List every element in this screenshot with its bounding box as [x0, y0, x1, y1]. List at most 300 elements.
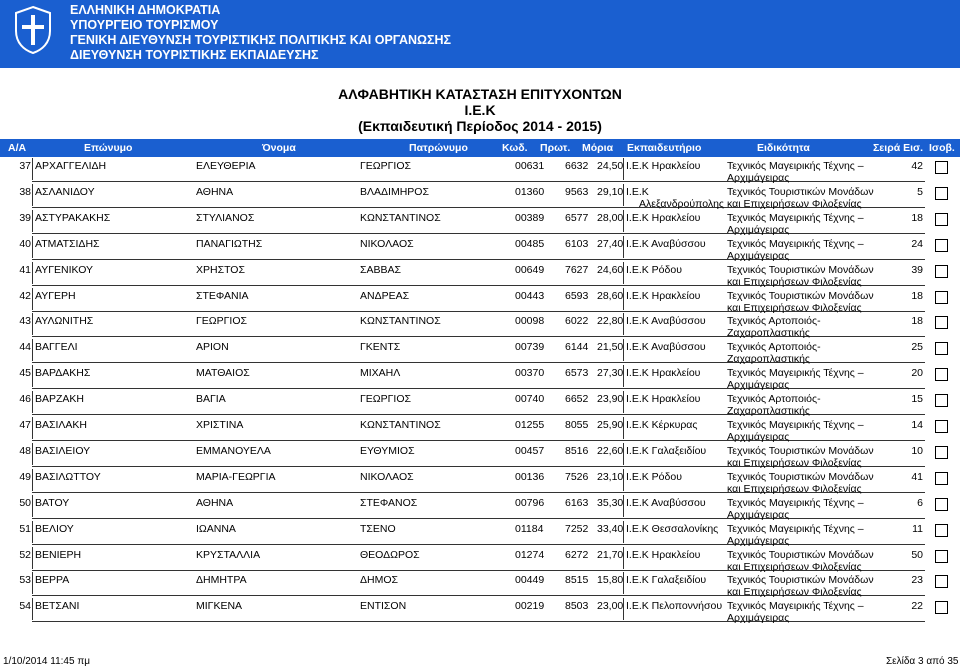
cell-points: 27,40: [597, 237, 624, 250]
cell-first: 8516: [565, 444, 589, 457]
cell-first: 8055: [565, 419, 589, 431]
cell-order: 10: [911, 444, 923, 457]
table-row: [0, 262, 960, 288]
specialty-line-1: Τεχνικός Αρτοποιός-: [727, 341, 821, 354]
cell-father: ΓΕΩΡΓΙΟΣ: [360, 160, 411, 172]
specialty-line-2: Αρχιμάγειρας: [727, 431, 790, 443]
school-line-1: Ι.Ε.Κ Θεσσαλονίκης: [626, 522, 719, 535]
specialty-line-2: και Επιχειρήσεων Φιλοξενίας: [727, 456, 862, 469]
cell-points: 23,90: [597, 393, 624, 406]
specialty-line-1: Τεχνικός Τουριστικών Μονάδων: [727, 444, 874, 457]
cell-first: 7252: [565, 522, 589, 535]
specialty-line-2: Αρχιμάγειρας: [727, 534, 790, 547]
specialty-line-1: Τεχνικός Μαγειρικής Τέχνης –: [727, 237, 864, 250]
cell-first: 6593: [565, 289, 589, 302]
equal-checkbox[interactable]: [935, 524, 948, 537]
cell-order: 50: [911, 548, 923, 561]
cell-points: 15,80: [597, 574, 624, 587]
equal-checkbox[interactable]: [935, 394, 948, 407]
cell-surname: ΑΥΓΕΡΗ: [35, 289, 76, 302]
specialty-line-2: και Επιχειρήσεων Φιλοξενίας: [727, 560, 862, 573]
column-header-code: Κωδ.: [502, 142, 528, 154]
specialty-line-2: και Επιχειρήσεων Φιλοξενίας: [727, 301, 862, 314]
cell-aa: 40: [19, 237, 31, 250]
cell-school: [626, 238, 724, 250]
equal-checkbox[interactable]: [935, 420, 948, 433]
cell-code: 00136: [515, 470, 545, 483]
equal-checkbox[interactable]: [935, 601, 948, 614]
cell-school: [626, 600, 724, 612]
specialty-line-2: Αρχιμάγειρας: [727, 223, 790, 236]
cell-name: ΑΘΗΝΑ: [196, 185, 234, 198]
cell-name: ΑΘΗΝΑ: [196, 496, 234, 509]
cell-surname: ΒΕΡΡΑ: [35, 574, 70, 587]
cell-father: ΒΛΑΔΙΜΗΡΟΣ: [360, 185, 429, 198]
cell-divider: [32, 417, 33, 439]
cell-code: 00370: [515, 367, 545, 380]
cell-school: [626, 523, 724, 535]
cell-specialty: [727, 497, 864, 521]
cell-aa: 46: [19, 393, 31, 406]
cell-first: 6632: [565, 160, 589, 172]
cell-divider: [32, 443, 33, 465]
cell-first: 6573: [565, 367, 589, 380]
equal-checkbox[interactable]: [935, 239, 948, 252]
cell-specialty: [727, 419, 864, 443]
equal-checkbox[interactable]: [935, 342, 948, 355]
cell-order: 20: [911, 367, 923, 380]
table-row: [0, 572, 960, 598]
cell-name: ΕΛΕΥΘΕΡΙΑ: [196, 160, 256, 172]
table-row: [0, 521, 960, 547]
cell-divider: [32, 210, 33, 232]
cell-first: 7526: [565, 470, 589, 483]
cell-school: [626, 574, 724, 586]
cell-school: [626, 160, 724, 172]
cell-specialty: [727, 341, 821, 365]
cell-points: 28,00: [597, 211, 624, 224]
specialty-line-1: Τεχνικός Μαγειρικής Τέχνης –: [727, 600, 864, 613]
cell-school: [626, 186, 724, 210]
cell-school: [626, 264, 724, 276]
specialty-line-1: Τεχνικός Αρτοποιός-: [727, 315, 821, 328]
organization-header: [0, 0, 960, 68]
org-line: ΥΠΟΥΡΓΕΙΟ ΤΟΥΡΙΣΜΟΥ: [70, 18, 219, 32]
table-row: [0, 210, 960, 236]
equal-checkbox[interactable]: [935, 265, 948, 278]
cell-points: 22,60: [597, 444, 624, 457]
specialty-line-2: Αρχιμάγειρας: [727, 172, 790, 184]
cell-name: ΚΡΥΣΤΑΛΛΙΑ: [196, 548, 261, 561]
cell-aa: 54: [19, 600, 31, 613]
cell-surname: ΑΣΤΥΡΑΚΑΚΗΣ: [35, 211, 111, 224]
cell-specialty: [727, 315, 821, 339]
cell-specialty: [727, 471, 874, 495]
cell-aa: 38: [19, 185, 31, 198]
cell-aa: 43: [19, 315, 31, 328]
cell-surname: ΒΑΡΔΑΚΗΣ: [35, 367, 91, 380]
cell-father: ΚΩΝΣΤΑΝΤΙΝΟΣ: [360, 315, 441, 328]
cell-code: 00796: [515, 496, 545, 509]
cell-code: 00649: [515, 263, 545, 276]
column-header-name: Όνομα: [262, 142, 296, 154]
specialty-line-2: και Επιχειρήσεων Φιλοξενίας: [727, 482, 862, 495]
column-header-surname: Επώνυμο: [84, 142, 133, 154]
cell-specialty: [727, 264, 874, 288]
cell-surname: ΒΕΛΙΟΥ: [35, 522, 74, 535]
cell-father: ΝΙΚΟΛΑΟΣ: [360, 237, 414, 250]
cell-order: 11: [912, 522, 923, 535]
cell-specialty: [727, 574, 874, 598]
cell-surname: ΒΑΣΙΛΩΤΤΟΥ: [35, 470, 101, 483]
school-line-1: Ι.Ε.Κ Ρόδου: [626, 263, 682, 276]
cell-specialty: [727, 212, 864, 236]
equal-checkbox[interactable]: [935, 316, 948, 329]
cell-points: 21,50: [597, 341, 624, 354]
table-row: [0, 495, 960, 521]
cell-aa: 41: [19, 263, 31, 276]
cell-father: ΑΝΔΡΕΑΣ: [360, 289, 410, 302]
print-timestamp: 1/10/2014 11:45 πμ: [3, 656, 90, 667]
cell-specialty: [727, 549, 874, 573]
table-row: [0, 339, 960, 365]
cell-code: 01360: [515, 185, 545, 198]
cell-school: [626, 419, 724, 431]
cell-order: 42: [911, 160, 923, 172]
equal-checkbox[interactable]: [935, 498, 948, 511]
cell-surname: ΒΕΝΙΕΡΗ: [35, 548, 82, 561]
cell-surname: ΒΑΣΙΛΑΚΗ: [35, 419, 88, 431]
organization-lines: [70, 3, 451, 63]
cell-order: 22: [911, 600, 923, 613]
cell-first: 6144: [565, 341, 589, 354]
report-subtitle: Ι.Ε.Κ: [464, 102, 496, 118]
school-line-1: Ι.Ε.Κ Ηρακλείου: [626, 548, 701, 561]
cell-surname: ΑΣΛΑΝΙΔΟΥ: [35, 185, 95, 198]
cell-name: ΑΡΙΟΝ: [196, 341, 229, 354]
specialty-line-2: Αρχιμάγειρας: [727, 508, 790, 521]
cell-points: 23,10: [597, 470, 624, 483]
specialty-line-2: και Επιχειρήσεων Φιλοξενίας: [727, 197, 862, 210]
specialty-line-1: Τεχνικός Τουριστικών Μονάδων: [727, 574, 874, 587]
cell-order: 24: [911, 237, 923, 250]
cell-name: ΣΤΥΛΙΑΝΟΣ: [196, 211, 255, 224]
cell-school: [626, 367, 724, 379]
specialty-line-2: Ζαχαροπλαστικής: [727, 327, 810, 340]
cell-divider: [32, 572, 33, 594]
cell-father: ΕΝΤΙΣΟΝ: [360, 600, 407, 613]
cell-name: ΔΗΜΗΤΡΑ: [196, 574, 247, 587]
cell-aa: 45: [19, 367, 31, 380]
cell-father: ΚΩΝΣΤΑΝΤΙΝΟΣ: [360, 211, 441, 224]
equal-checkbox[interactable]: [935, 161, 948, 174]
cell-order: 14: [911, 419, 923, 431]
cell-divider: [32, 391, 33, 413]
school-line-1: Ι.Ε.Κ Ηρακλείου: [626, 393, 701, 406]
school-line-1: Ι.Ε.Κ Ηρακλείου: [626, 211, 701, 224]
cell-first: 6163: [565, 496, 589, 509]
cell-first: 9563: [565, 185, 589, 198]
column-header-father: Πατρώνυμο: [409, 142, 468, 154]
cell-surname: ΒΑΓΓΕΛΙ: [35, 341, 78, 354]
cell-first: 7627: [565, 263, 589, 276]
column-header-points: Μόρια: [582, 142, 614, 154]
equal-checkbox[interactable]: [935, 446, 948, 459]
cell-first: 6652: [565, 393, 589, 406]
cell-aa: 50: [19, 496, 31, 509]
table-row: [0, 236, 960, 262]
cell-father: ΤΣΕΝΟ: [360, 522, 396, 535]
cell-points: 35,30: [597, 496, 624, 509]
specialty-line-1: Τεχνικός Τουριστικών Μονάδων: [727, 289, 874, 302]
column-header-specialty: Ειδικότητα: [757, 142, 810, 154]
school-line-1: Ι.Ε.Κ Αναβύσσου: [626, 496, 706, 509]
column-header-equal: Ισοβ.: [929, 142, 955, 154]
cell-aa: 47: [19, 419, 31, 431]
cell-specialty: [727, 160, 864, 184]
cell-surname: ΑΡΧΑΓΓΕΛΙΔΗ: [35, 160, 107, 172]
specialty-line-2: Αρχιμάγειρας: [727, 379, 790, 392]
specialty-line-1: Τεχνικός Τουριστικών Μονάδων: [727, 185, 874, 198]
cell-divider: [32, 236, 33, 258]
cell-divider: [32, 288, 33, 310]
school-line-1: Ι.Ε.Κ Γαλαξειδίου: [626, 574, 707, 587]
cell-order: 41: [911, 470, 923, 483]
cell-surname: ΑΥΓΕΝΙΚΟΥ: [35, 263, 94, 276]
column-header-aa: Α/Α: [8, 142, 27, 154]
equal-checkbox[interactable]: [935, 291, 948, 304]
table-row: [0, 469, 960, 495]
cell-code: 00219: [515, 600, 545, 613]
cell-school: [626, 341, 724, 353]
school-line-1: Ι.Ε.Κ Κέρκυρας: [626, 419, 698, 431]
column-header-first: Πρωτ.: [540, 142, 571, 154]
cell-aa: 44: [19, 341, 31, 354]
cell-name: ΜΑΡΙΑ-ΓΕΩΡΓΙΑ: [196, 470, 276, 483]
cell-name: ΠΑΝΑΓΙΩΤΗΣ: [196, 237, 263, 250]
table-row: [0, 365, 960, 391]
cell-code: 00631: [515, 160, 545, 172]
cell-surname: ΒΑΡΖΑΚΗ: [35, 393, 85, 406]
specialty-line-1: Τεχνικός Αρτοποιός-: [727, 393, 821, 406]
cell-specialty: [727, 238, 864, 262]
cell-divider: [32, 547, 33, 569]
cell-code: 00485: [515, 237, 545, 250]
cell-points: 24,60: [597, 263, 624, 276]
cell-name: ΣΤΕΦΑΝΙΑ: [196, 289, 249, 302]
cell-divider: [32, 365, 33, 387]
table-row: [0, 184, 960, 210]
cell-code: 01184: [515, 522, 544, 535]
cell-aa: 53: [19, 574, 31, 587]
cell-points: 29,10: [597, 185, 624, 198]
equal-checkbox[interactable]: [935, 575, 948, 588]
cell-specialty: [727, 600, 864, 624]
cell-order: 18: [911, 289, 923, 302]
specialty-line-1: Τεχνικός Μαγειρικής Τέχνης –: [727, 419, 864, 431]
cell-school: [626, 290, 724, 302]
cell-divider: [32, 521, 33, 543]
cell-aa: 49: [19, 470, 31, 483]
cell-specialty: [727, 393, 821, 417]
cell-specialty: [727, 367, 864, 391]
specialty-line-2: και Επιχειρήσεων Φιλοξενίας: [727, 586, 862, 599]
report-title: ΑΛΦΑΒΗΤΙΚΗ ΚΑΤΑΣΤΑΣΗ ΕΠΙΤΥΧΟΝΤΩΝ: [338, 86, 622, 102]
cell-code: 00457: [515, 444, 545, 457]
cell-points: 24,50: [597, 160, 624, 172]
cell-aa: 51: [19, 522, 31, 535]
cell-name: ΓΕΩΡΓΙΟΣ: [196, 315, 247, 328]
cell-father: ΘΕΟΔΩΡΟΣ: [360, 548, 420, 561]
cell-order: 23: [911, 574, 923, 587]
table-row: [0, 158, 960, 184]
cell-name: ΕΜΜΑΝΟΥΕΛΑ: [196, 444, 271, 457]
cell-first: 8503: [565, 600, 589, 613]
school-line-1: Ι.Ε.Κ Ηρακλείου: [626, 367, 701, 380]
cell-specialty: [727, 445, 874, 469]
school-line-1: Ι.Ε.Κ Ρόδου: [626, 470, 682, 483]
cell-divider: [32, 262, 33, 284]
cell-points: 21,70: [597, 548, 624, 561]
specialty-line-1: Τεχνικός Τουριστικών Μονάδων: [727, 548, 874, 561]
school-line-1: Ι.Ε.Κ: [626, 185, 649, 198]
cell-school: [626, 315, 724, 327]
report-period: (Εκπαιδευτική Περίοδος 2014 - 2015): [358, 118, 602, 134]
table-row: [0, 417, 960, 443]
cell-aa: 39: [19, 211, 31, 224]
cell-father: ΝΙΚΟΛΑΟΣ: [360, 470, 414, 483]
page-number: Σελίδα 3 από 35: [886, 656, 959, 667]
cell-school: [626, 549, 724, 561]
equal-checkbox[interactable]: [935, 368, 948, 381]
cell-order: 6: [917, 496, 923, 509]
cell-order: 18: [911, 315, 923, 328]
cell-divider: [32, 158, 33, 180]
school-line-1: Ι.Ε.Κ Ηρακλείου: [626, 289, 701, 302]
cell-order: 15: [911, 393, 923, 406]
cell-divider: [32, 598, 33, 620]
column-header-order: Σειρά Εισ.: [873, 142, 924, 154]
cell-code: 00739: [515, 341, 545, 354]
table-row: [0, 547, 960, 573]
table-row: [0, 288, 960, 314]
equal-checkbox[interactable]: [935, 550, 948, 563]
cell-code: 00740: [515, 393, 545, 406]
cell-code: 00389: [515, 211, 545, 224]
cell-first: 6103: [565, 237, 589, 250]
cell-surname: ΒΕΤΣΑΝΙ: [35, 600, 80, 613]
cell-school: [626, 497, 724, 509]
cell-school: [626, 471, 724, 483]
cell-order: 18: [911, 211, 923, 224]
table-row: [0, 443, 960, 469]
cell-father: ΓΕΩΡΓΙΟΣ: [360, 393, 411, 406]
school-line-2: Αλεξανδρούπολης: [639, 197, 724, 210]
school-line-1: Ι.Ε.Κ Ηρακλείου: [626, 160, 701, 172]
specialty-line-1: Τεχνικός Μαγειρικής Τέχνης –: [727, 211, 864, 224]
cell-surname: ΒΑΣΙΛΕΙΟΥ: [35, 444, 91, 457]
cell-aa: 52: [19, 548, 31, 561]
cell-first: 6577: [565, 211, 589, 224]
cell-surname: ΒΑΤΟΥ: [35, 496, 70, 509]
cell-first: 8515: [565, 574, 589, 587]
cell-school: [626, 393, 724, 405]
specialty-line-1: Τεχνικός Μαγειρικής Τέχνης –: [727, 367, 864, 380]
table-row: [0, 598, 960, 624]
cell-father: ΓΚΕΝΤΣ: [360, 341, 401, 354]
cell-name: ΙΩΑΝΝΑ: [196, 522, 236, 535]
equal-checkbox[interactable]: [935, 472, 948, 485]
cell-order: 25: [911, 341, 923, 354]
school-line-1: Ι.Ε.Κ Γαλαξειδίου: [626, 444, 707, 457]
org-line: ΕΛΛΗΝΙΚΗ ΔΗΜΟΚΡΑΤΙΑ: [70, 3, 221, 17]
state-emblem-icon: [13, 5, 53, 55]
cell-aa: 48: [19, 444, 31, 457]
cell-code: 01274: [515, 548, 545, 561]
cell-order: 5: [917, 185, 923, 198]
cell-first: 6272: [565, 548, 589, 561]
cell-divider: [32, 469, 33, 491]
cell-name: ΧΡΙΣΤΙΝΑ: [196, 419, 244, 431]
cell-specialty: [727, 290, 874, 314]
cell-points: 22,80: [597, 315, 624, 328]
cell-specialty: [727, 523, 864, 547]
cell-code: 00443: [515, 289, 545, 302]
equal-checkbox[interactable]: [935, 187, 948, 200]
table-header: [0, 139, 960, 157]
specialty-line-1: Τεχνικός Τουριστικών Μονάδων: [727, 470, 874, 483]
column-header-school: Εκπαιδευτήριο: [627, 142, 702, 154]
cell-school: [626, 445, 724, 457]
cell-father: ΜΙΧΑΗΛ: [360, 367, 401, 380]
cell-divider: [32, 313, 33, 335]
cell-father: ΣΤΕΦΑΝΟΣ: [360, 496, 418, 509]
cell-code: 00449: [515, 574, 545, 587]
cell-divider: [32, 184, 33, 206]
school-line-1: Ι.Ε.Κ Αναβύσσου: [626, 315, 706, 328]
cell-specialty: [727, 186, 874, 210]
cell-father: ΚΩΝΣΤΑΝΤΙΝΟΣ: [360, 419, 441, 431]
cell-aa: 37: [19, 160, 31, 172]
cell-surname: ΑΤΜΑΤΣΙΔΗΣ: [35, 237, 100, 250]
cell-name: ΧΡΗΣΤΟΣ: [196, 263, 245, 276]
cell-school: [626, 212, 724, 224]
cell-aa: 42: [19, 289, 31, 302]
cell-name: ΜΙΓΚΕΝΑ: [196, 600, 243, 613]
cell-divider: [32, 339, 33, 361]
specialty-line-1: Τεχνικός Τουριστικών Μονάδων: [727, 263, 874, 276]
cell-name: ΒΑΓΙΑ: [196, 393, 226, 406]
cell-points: 28,60: [597, 289, 624, 302]
specialty-line-1: Τεχνικός Μαγειρικής Τέχνης –: [727, 496, 864, 509]
cell-code: 00098: [515, 315, 545, 328]
table-row: [0, 391, 960, 417]
cell-order: 39: [911, 263, 923, 276]
cell-divider: [32, 495, 33, 517]
equal-checkbox[interactable]: [935, 213, 948, 226]
specialty-line-1: Τεχνικός Μαγειρικής Τέχνης –: [727, 160, 864, 172]
school-line-1: Ι.Ε.Κ Πελοποννήσου: [626, 600, 723, 613]
specialty-line-2: Αρχιμάγειρας: [727, 612, 790, 625]
org-line: ΔΙΕΥΘΥΝΣΗ ΤΟΥΡΙΣΤΙΚΗΣ ΕΚΠΑΙΔΕΥΣΗΣ: [70, 48, 319, 62]
cell-points: 23,00: [597, 600, 624, 613]
specialty-line-2: Αρχιμάγειρας: [727, 249, 790, 262]
cell-father: ΔΗΜΟΣ: [360, 574, 399, 587]
cell-father: ΕΥΘΥΜΙΟΣ: [360, 444, 415, 457]
school-line-1: Ι.Ε.Κ Αναβύσσου: [626, 237, 706, 250]
cell-code: 01255: [515, 419, 545, 431]
specialty-line-2: Ζαχαροπλαστικής: [727, 405, 810, 418]
